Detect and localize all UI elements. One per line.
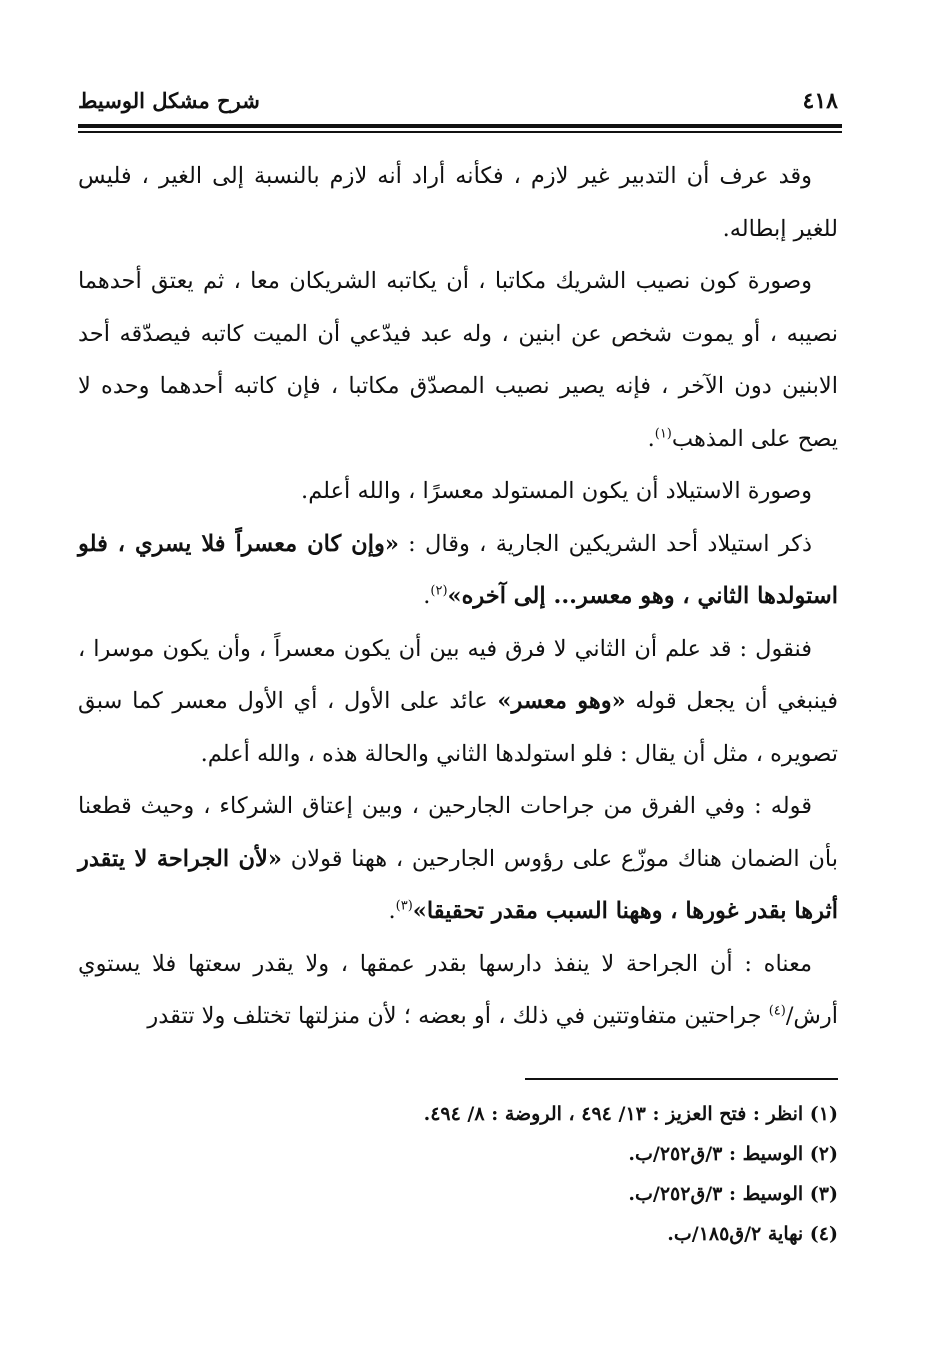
paragraph-7: معناه : أن الجراحة لا ينفذ دارسها بقدر عمقها ، ولا يقدر سعتها فلا يستوي أرش/$^{(٤)}$ جراحتين متفاوتتين في ذلك ، أو بعضه ؛ لأن منزلتها تختلف ولا تتقدر [78, 950, 838, 1029]
paragraph-6: قوله : وفي الفرق من جراحات الجارحين ، وبين إعتاق الشركاء ، وحيث قطعنا بأن الضمان هناك موزّع على رؤوس الجارحين ، ههنا قولان «لأن الجراحة لا يتقدر أثرها بقدر غورها ، وههنا السبب مقدر تحقيقا»$^{(٣)}$. [78, 793, 838, 924]
footnote-ref-2: (٢) [430, 583, 448, 599]
footnote-1: (١) انظر : فتح العزيز : ١٣/ ٤٩٤ ، الروضة : ٨/ ٤٩٤. [423, 1103, 838, 1125]
footnote-ref-3: (٣) [395, 898, 413, 914]
footnotes [78, 1094, 838, 1254]
quoted-text: «لأن الجراحة لا يتقدر أثرها بقدر غورها ، وههنا السبب مقدر تحقيقا» [78, 845, 838, 924]
paragraph-2: وصورة كون نصيب الشريك مكاتبا ، أن يكاتبه الشريكان معا ، ثم يعتق أحدهما نصيبه ، أو يموت شخص عن ابنين ، وله عبد فيدّعي أن الميت كاتبه فيصدّقه أحد الابنين دون الآخر ، فإنه يصير نصيب المصدّق مكاتبا ، فإن كاتبه أحدهما وحده لا يصح على المذهب$^{(١)}$. [78, 268, 838, 452]
book-title: شرح مشكل الوسيط [78, 88, 260, 113]
footnote-ref-4: (٤) [768, 1003, 786, 1019]
header-rule-thin [78, 131, 842, 133]
footnote-3: (٣) الوسيط : ٣/ق٢٥٢/ب. [628, 1183, 838, 1205]
header-rule-thick [78, 124, 842, 128]
main-text [78, 150, 838, 1043]
quoted-text: «وهو معسر» [497, 688, 626, 714]
paragraph-1: وقد عرف أن التدبير غير لازم ، فكأنه أراد أنه لازم بالنسبة إلى الغير ، فليس للغير إبطاله. [78, 163, 838, 242]
footnote-4: (٤) نهاية ٢/ق١٨٥/ب. [667, 1223, 838, 1245]
page-number: ٤١٨ [802, 88, 838, 114]
paragraph-5: فنقول : قد علم أن الثاني لا فرق فيه بين أن يكون معسراً ، وأن يكون موسرا ، فينبغي أن يجعل قوله «وهو معسر» عائد على الأول ، أي الأول معسر كما سبق تصويره ، مثل أن يقال : فلو استولدها الثاني والحالة هذه ، والله أعلم. [78, 635, 838, 767]
paragraph-4: ذكر استيلاد أحد الشريكين الجارية ، وقال : «وإن كان معسراً فلا يسري ، فلو استولدها الثاني ، وهو معسر... إلى آخره»$^{(٢)}$. [78, 530, 838, 609]
paragraph-3: وصورة الاستيلاد أن يكون المستولد معسرًا ، والله أعلم. [301, 478, 812, 504]
footnote-2: (٢) الوسيط : ٣/ق٢٥٢/ب. [628, 1143, 838, 1165]
quoted-text: «وإن كان معسراً فلا يسري ، فلو استولدها الثاني ، وهو معسر... إلى آخره» [78, 530, 838, 609]
footnote-separator [525, 1078, 838, 1080]
page-header [78, 88, 838, 122]
footnote-ref-1: (١) [654, 426, 672, 441]
